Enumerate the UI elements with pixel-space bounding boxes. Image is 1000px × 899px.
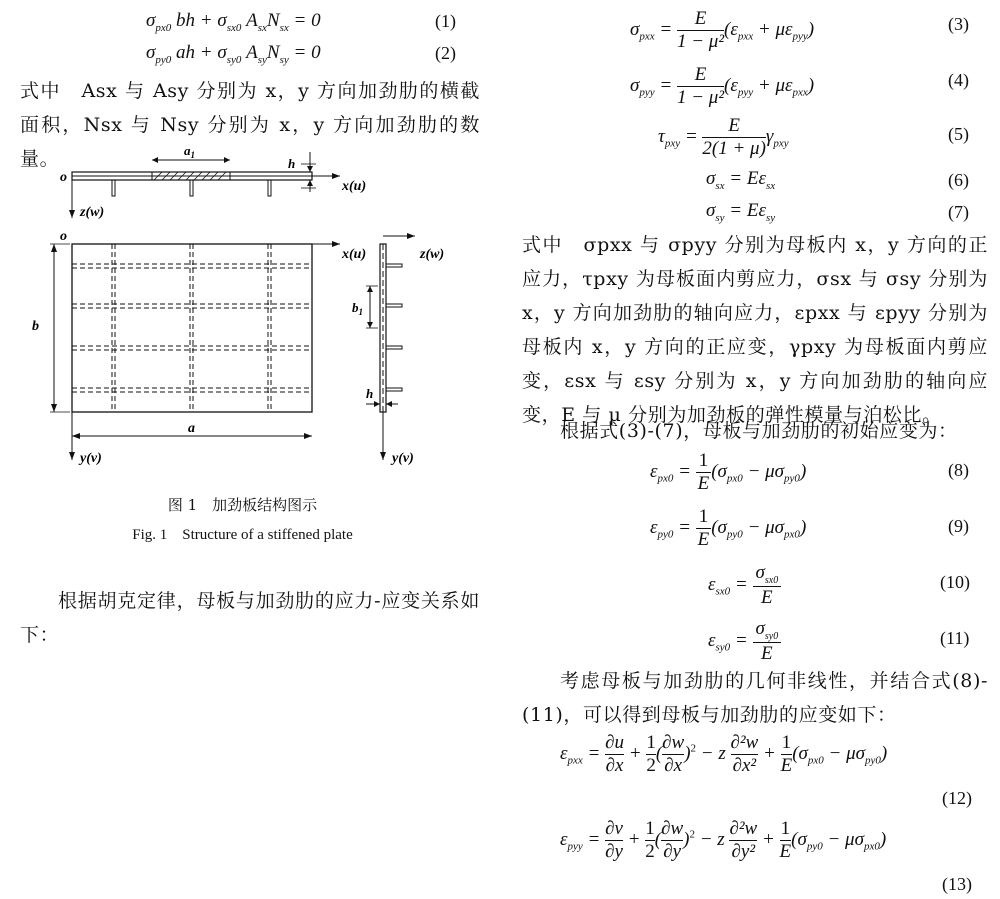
label-b: b xyxy=(32,319,39,334)
figure-stiffened-plate xyxy=(32,140,460,480)
equation-number: (2) xyxy=(435,43,456,63)
equation-number: (1) xyxy=(435,11,456,31)
equation-number: (5) xyxy=(948,124,969,144)
equation-number: (3) xyxy=(948,14,969,34)
equation-number: (4) xyxy=(948,70,969,90)
body-paragraph: 根据胡克定律，母板与加劲肋的应力-应变关系如下： xyxy=(20,590,480,646)
left-column xyxy=(0,0,490,899)
body-paragraph: 根据式(3)-(7)，母板与加劲肋的初始应变为： xyxy=(560,420,958,442)
equation-number: (13) xyxy=(942,874,972,894)
label-y-v: y(v) xyxy=(80,451,102,466)
body-paragraph: 考虑母板与加劲肋的几何非线性，并结合式(8)-(11)，可以得到母板与加劲肋的应变如下： xyxy=(522,670,988,726)
label-b1: $b_1$ xyxy=(352,300,363,317)
label-o: o xyxy=(60,170,67,185)
equation-11: $\varepsilon_{sy0}$ = $\sigma_{sy0}$ E xyxy=(708,618,781,665)
body-paragraph: 式中 σpxx 与 σpyy 分别为母板内 x，y 方向的正应力，τpxy 为母板面内剪应力，σsx 与 σsy 分别为 x，y 方向加劲肋的轴向应力，εpxx 与 εpyy 分别为母板内 x，y 方向的正应变，γpxy 为母板面内剪应变，εsx 与 εsy 分别为 x，y 方向加劲肋的轴向应变，E 与 μ 分别为加劲板的弹性模量与泊松比。 xyxy=(522,234,988,426)
equation-4: $\sigma_{pyy}$ = $\frac{E}{\text{1 − μ²}}$ $(\varepsilon_{pyy} + \mu\varepsilon_{pxx})$ xyxy=(630,64,815,108)
equation-1: $\sigma_{px0}$ bh + $\sigma_{sx0}$ $A_{sx}N_{sx} = 0$ xyxy=(146,10,321,34)
label-z-w: z(w) xyxy=(420,247,445,262)
equation-2: $\sigma_{py0}$ ah + $\sigma_{sy0}$ $A_{sy}N_{sy} = 0$ xyxy=(146,42,321,66)
right-column xyxy=(510,0,1000,899)
label-a1: $a_1$ xyxy=(184,143,195,160)
label-y-v: y(v) xyxy=(392,451,414,466)
label-a: a xyxy=(188,421,195,436)
equation-8: $\varepsilon_{px0}$ = $\frac{1}{E}$ $(\sigma_{px0} - \mu\sigma_{py0})$ xyxy=(650,450,807,494)
equation-number: (10) xyxy=(940,572,970,592)
equation-number: (12) xyxy=(942,788,972,808)
label-h: h xyxy=(366,386,374,401)
equation-7: $\sigma_{sy} = E\varepsilon_{sy}$ xyxy=(706,200,776,224)
figure-caption-en: Fig. 1 Structure of a stiffened plate xyxy=(132,527,353,543)
equation-13: $\varepsilon_{pyy}$ = $\frac{\partial v}{\partial y}$ + $\frac{1}{2}$ ( $\frac{\partial w}{\partial y}$ )$^2$ − z $\frac{\text{∂²w}}{\text{∂y²}}$ + $\frac{1}{E}$ $(\sigma_{py0} - \mu\sigma_{px0})$ xyxy=(560,818,887,862)
equation-number: (11) xyxy=(940,628,970,648)
body-paragraph: 式中 Asx 与 Asy 分别为 x，y 方向加劲肋的横截面积，Nsx 与 Nsy 分别为 x，y 方向加劲肋的数量。 xyxy=(20,80,480,170)
equation-number: (7) xyxy=(948,202,969,222)
label-h: h xyxy=(288,156,296,171)
label-z-w: z(w) xyxy=(80,205,105,220)
equation-5: $\tau_{pxy}$ = $\frac{E}{2(1 + \mu)}$ $\gamma_{pxy}$ xyxy=(658,115,789,159)
figure-caption-cn: 图 1 加劲板结构图示 xyxy=(167,496,318,514)
equation-12: $\varepsilon_{pxx}$ = $\frac{\partial u}{\partial x}$ + $\frac{1}{2}$ ( $\frac{\partial w}{\partial x}$ )$^2$ − z $\frac{\text{∂²w}}{\text{∂x²}}$ + $\frac{1}{E}$ $(\sigma_{px0} - \mu\sigma_{py0})$ xyxy=(560,732,888,776)
equation-6: $\sigma_{sx} = E\varepsilon_{sx}$ xyxy=(706,168,776,192)
equation-number: (8) xyxy=(948,460,969,480)
label-x-u: x(u) xyxy=(342,247,367,262)
equation-3: $\sigma_{pxx}$ = $\frac{E}{\text{1 − μ²}}$ $(\varepsilon_{pxx} + \mu\varepsilon_{pyy})$ xyxy=(630,8,815,52)
equation-9: $\varepsilon_{py0}$ = $\frac{1}{E}$ $(\sigma_{py0} - \mu\sigma_{px0})$ xyxy=(650,506,807,550)
label-o: o xyxy=(60,229,67,244)
label-x-u: x(u) xyxy=(342,179,367,194)
equation-10: $\varepsilon_{sx0}$ = $\sigma_{sx0}$ E xyxy=(708,562,781,609)
equation-number: (6) xyxy=(948,170,969,190)
equation-number: (9) xyxy=(948,516,969,536)
